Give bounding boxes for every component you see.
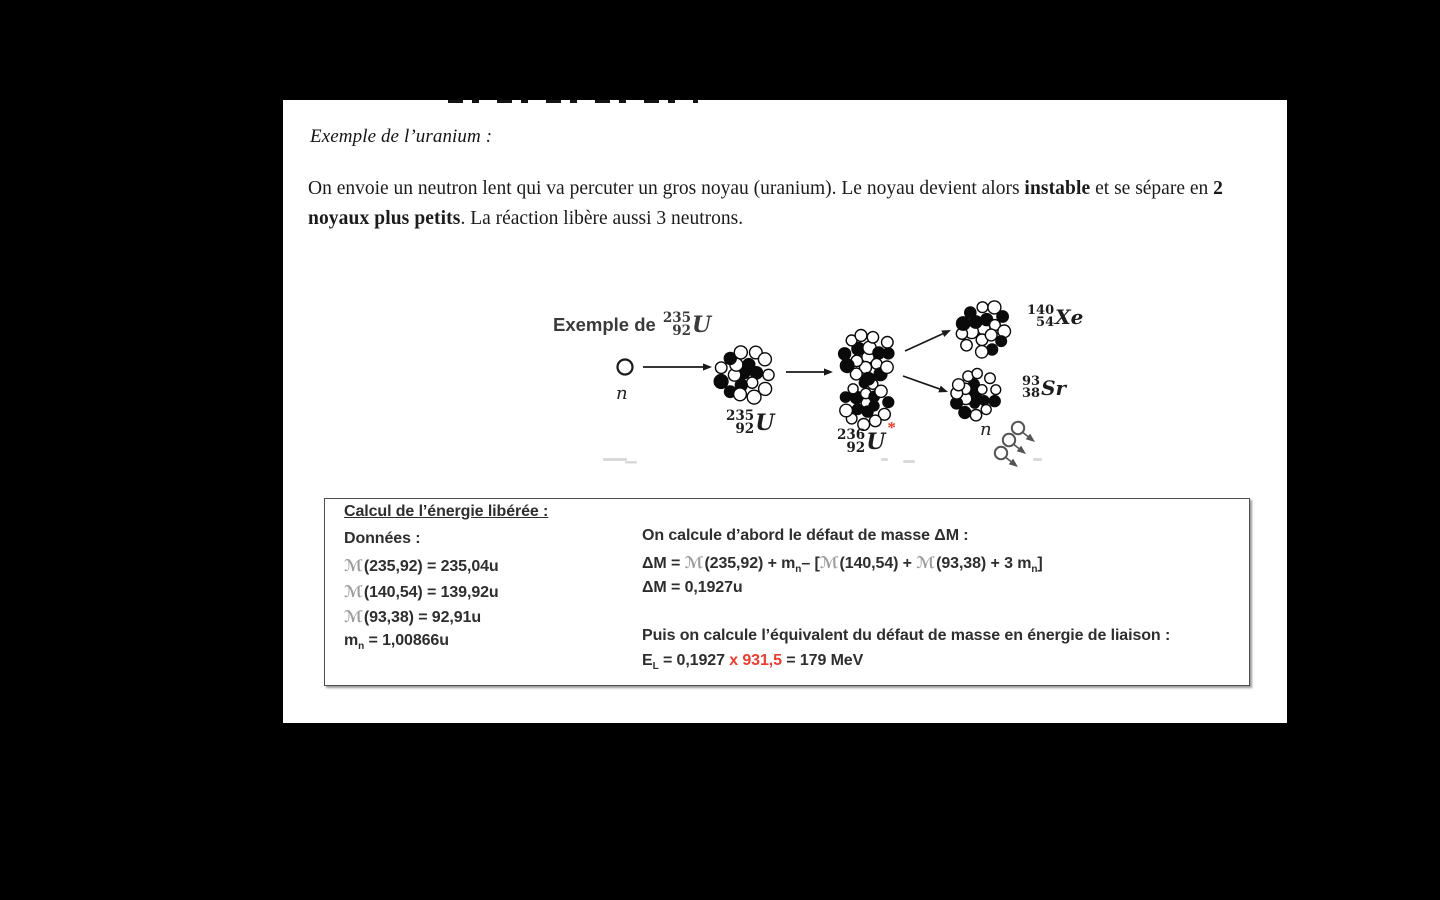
section-heading: Exemple de l’uranium : xyxy=(310,126,493,147)
element-symbol: Xe xyxy=(1055,305,1084,330)
formula-part: ] xyxy=(1037,555,1043,572)
script-m-symbol: ℳ xyxy=(344,582,363,601)
script-m-symbol: ℳ xyxy=(916,553,936,572)
atomic-number: 38 xyxy=(1022,386,1041,402)
document-page xyxy=(283,100,1287,723)
energy-calculation-box xyxy=(324,498,1250,686)
xe140-nucleus xyxy=(956,301,1010,358)
data-line-mn xyxy=(344,632,449,652)
subscript-l: L xyxy=(652,661,659,673)
intro-text-3: . La réaction libère aussi 3 neutrons. xyxy=(460,207,744,229)
atomic-number: 92 xyxy=(846,439,866,456)
nuclide-xe140-numbers xyxy=(1027,305,1054,330)
data-label: Données : xyxy=(344,530,421,547)
formula-part: (93,38) + 3 m xyxy=(936,555,1032,572)
formula-part: – [ xyxy=(801,555,820,572)
nuclide-caption-u235 xyxy=(663,312,711,338)
energy-intro: Puis on calcule l’équivalent du défaut de masse en énergie de liaison : xyxy=(642,627,1171,644)
formula-part: = 179 MeV xyxy=(781,652,864,669)
intro-text-2: et se sépare en xyxy=(1090,178,1214,199)
sr93-nucleus xyxy=(951,368,1001,421)
excited-state-asterisk: * xyxy=(887,418,896,437)
intro-bold-instable: instable xyxy=(1024,178,1091,199)
u235-nucleus xyxy=(714,346,774,404)
formula-part: = 0,1927 xyxy=(658,652,730,669)
sr93-label xyxy=(1022,372,1066,401)
atomic-number: 54 xyxy=(1036,315,1055,331)
nuclide-caption-u235-numbers xyxy=(663,312,691,338)
incident-neutron-label: n xyxy=(616,383,628,404)
symbol-e: E xyxy=(642,652,653,669)
data-value: = 1,00866u xyxy=(364,632,449,649)
data-line-m140 xyxy=(344,582,499,602)
element-symbol: U xyxy=(755,409,775,436)
data-value: (235,92) = 235,04u xyxy=(363,558,499,575)
calc-box-title: Calcul de l’énergie libérée : xyxy=(344,503,549,520)
script-m-symbol: ℳ xyxy=(684,553,704,572)
mass-number: 93 xyxy=(1022,374,1041,389)
u235-label xyxy=(726,407,774,436)
emitted-neutrons-icon xyxy=(995,422,1035,467)
intro-bold-noyaux: 2 noyaux plus petits xyxy=(308,178,1224,229)
mass-number: 236 xyxy=(837,427,866,443)
nuclide-sr93 xyxy=(1022,376,1066,401)
xe140-label xyxy=(1027,301,1083,330)
data-value: (93,38) = 92,91u xyxy=(363,609,482,626)
data-line-m93 xyxy=(344,607,481,627)
script-m-symbol: ℳ xyxy=(344,607,363,626)
symbol-m: m xyxy=(344,632,359,649)
atomic-number: 92 xyxy=(735,420,755,437)
mass-number: 235 xyxy=(662,310,692,326)
subscript-n: n xyxy=(358,641,365,653)
emitted-neutron-label: n xyxy=(980,419,992,440)
mass-number: 140 xyxy=(1027,303,1055,318)
nuclide-u236-numbers xyxy=(837,429,865,455)
element-symbol: Sr xyxy=(1041,376,1067,401)
nuclide-sr93-numbers xyxy=(1022,376,1040,401)
nuclide-u235 xyxy=(726,410,774,436)
diagram-caption-text: Exemple de xyxy=(553,313,656,335)
data-value: (140,54) = 139,92u xyxy=(363,584,499,601)
diagram-caption xyxy=(553,312,711,338)
subscript-n: n xyxy=(1031,564,1038,576)
atomic-number: 92 xyxy=(672,322,692,339)
element-symbol: U xyxy=(692,311,712,338)
energy-formula xyxy=(642,652,863,672)
data-line-m235 xyxy=(344,556,499,576)
u236-label xyxy=(837,418,896,455)
mass-number: 235 xyxy=(726,408,755,424)
mass-defect-formula xyxy=(642,553,1043,575)
subscript-n: n xyxy=(795,564,802,576)
mass-defect-result: ΔM = 0,1927u xyxy=(642,579,743,596)
formula-part: (235,92) + m xyxy=(704,555,796,572)
nuclide-u236 xyxy=(837,429,885,455)
nuclide-u235-numbers xyxy=(726,410,754,436)
formula-part: (140,54) + xyxy=(839,555,917,572)
element-symbol: U xyxy=(866,428,886,455)
incident-neutron-icon xyxy=(618,360,633,375)
u236-nucleus xyxy=(839,330,894,431)
reaction-arrows xyxy=(643,330,951,392)
nuclide-xe140 xyxy=(1027,305,1083,330)
script-m-symbol: ℳ xyxy=(344,556,363,575)
mass-defect-intro: On calcule d’abord le défaut de masse ΔM : xyxy=(642,527,969,544)
scan-artifacts xyxy=(603,458,1042,464)
formula-part: ΔM = xyxy=(642,555,685,572)
conversion-factor-red: x 931,5 xyxy=(729,652,782,669)
intro-text-1: On envoie un neutron lent qui va percuter un gros noyau (uranium). Le noyau devient alors xyxy=(308,178,1025,199)
script-m-symbol: ℳ xyxy=(819,553,839,572)
